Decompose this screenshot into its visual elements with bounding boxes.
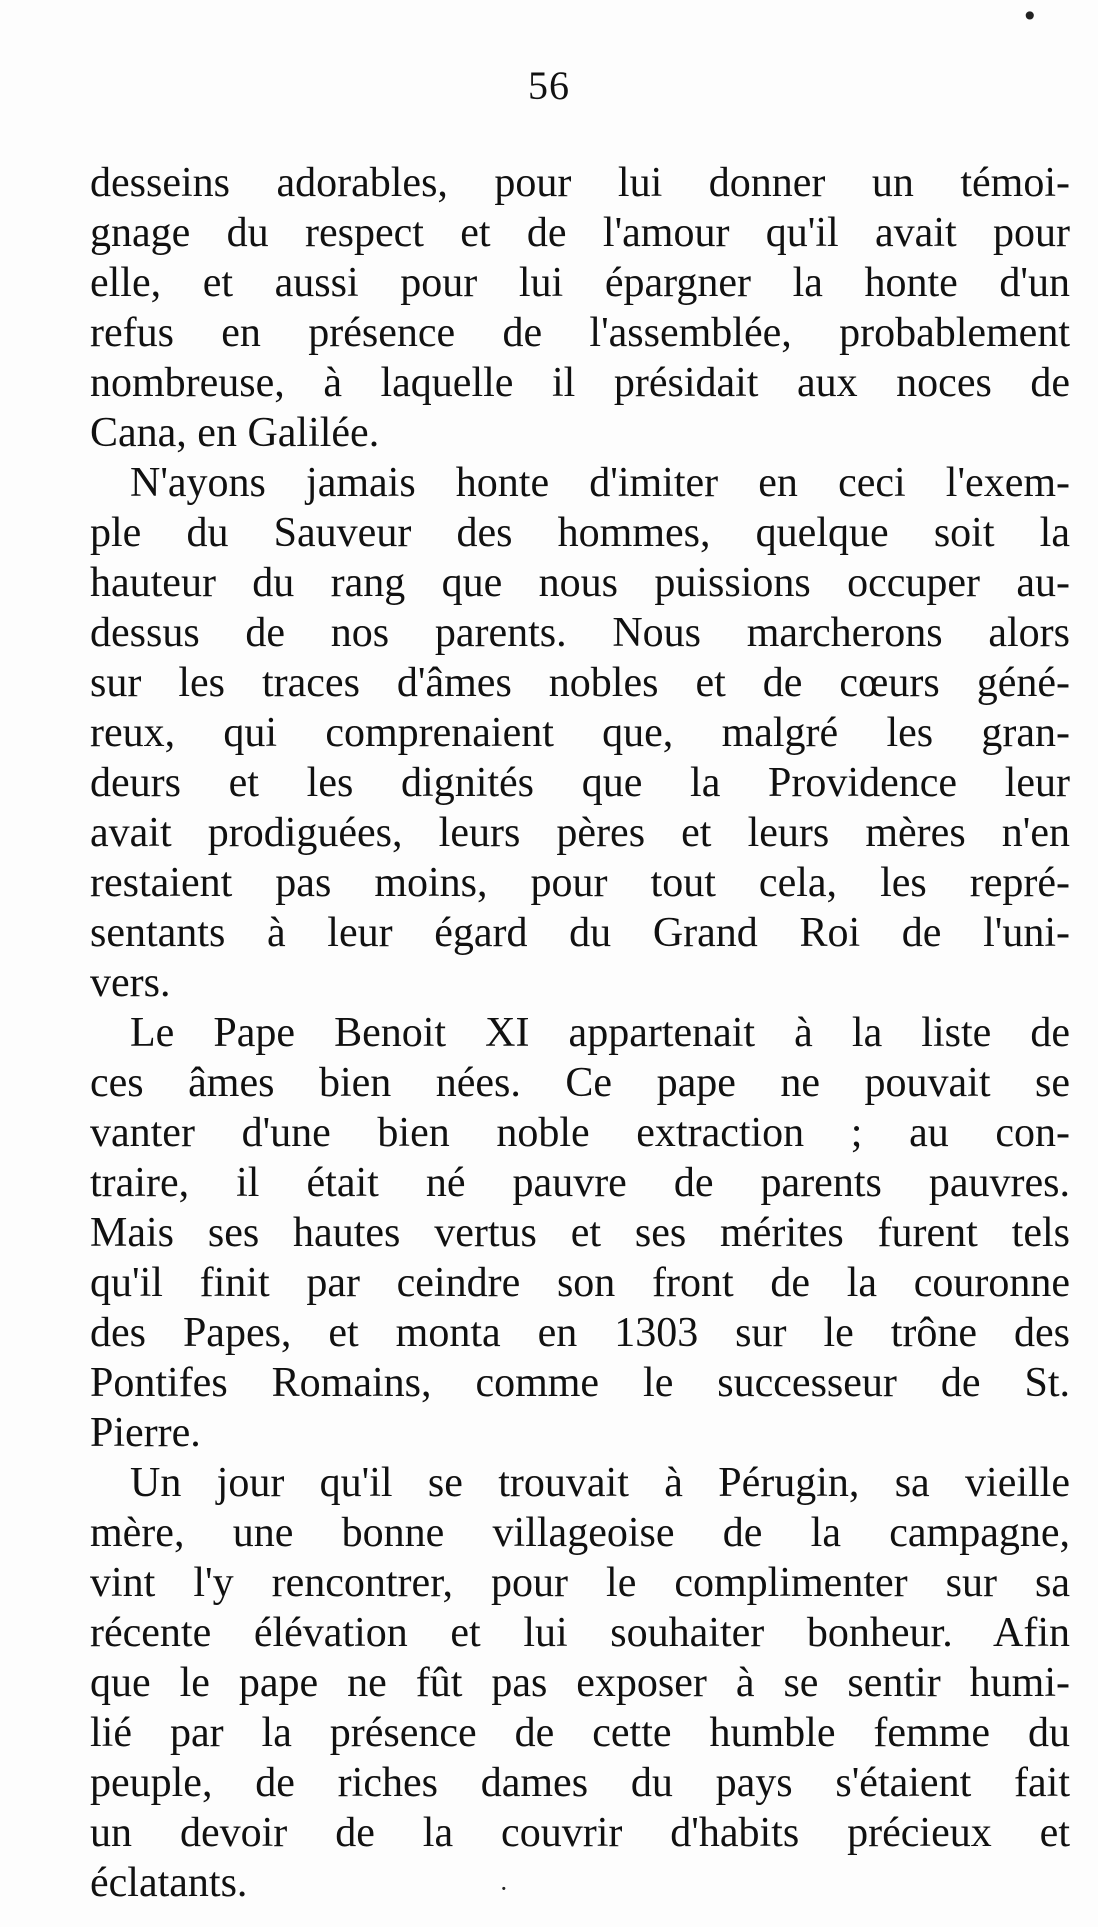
text-line: Mais ses hautes vertus et ses mérites furent tels <box>90 1210 1070 1256</box>
text-line: qu'il finit par ceindre son front de la couronne <box>90 1260 1070 1306</box>
text-line: traire, il était né pauvre de parents pauvres. <box>90 1160 1070 1206</box>
text-line: Le Pape Benoit XI appartenait à la liste de <box>130 1010 1070 1056</box>
page-number: 56 <box>528 63 570 108</box>
text-line: restaient pas moins, pour tout cela, les repré- <box>90 860 1070 906</box>
text-line: gnage du respect et de l'amour qu'il avait pour <box>90 210 1070 256</box>
text-line: lié par la présence de cette humble femme du <box>90 1710 1070 1756</box>
text-line: vint l'y rencontrer, pour le complimenter sur sa <box>90 1560 1070 1606</box>
text-line: vers. <box>90 960 171 1006</box>
text-line: peuple, de riches dames du pays s'étaient fait <box>90 1760 1070 1806</box>
text-line: Pontifes Romains, comme le successeur de St. <box>90 1360 1070 1406</box>
text-line: ces âmes bien nées. Ce pape ne pouvait se <box>90 1060 1070 1106</box>
ink-speck: • <box>1021 0 1038 33</box>
text-line: dessus de nos parents. Nous marcherons alors <box>90 610 1070 656</box>
text-line: récente élévation et lui souhaiter bonheur. Afin <box>90 1610 1070 1656</box>
text-line: des Papes, et monta en 1303 sur le trône des <box>90 1310 1070 1356</box>
text-line: ple du Sauveur des hommes, quelque soit la <box>90 510 1070 556</box>
text-line: desseins adorables, pour lui donner un témoi- <box>90 160 1070 206</box>
text-line: sur les traces d'âmes nobles et de cœurs géné- <box>90 660 1070 706</box>
text-line: elle, et aussi pour lui épargner la honte d'un <box>90 260 1070 306</box>
text-line: N'ayons jamais honte d'imiter en ceci l'exem- <box>130 460 1070 506</box>
text-line: deurs et les dignités que la Providence leur <box>90 760 1070 806</box>
text-line: Cana, en Galilée. <box>90 410 380 456</box>
text-line: éclatants. <box>90 1860 248 1906</box>
ink-speck: · <box>500 1875 508 1903</box>
text-line: mère, une bonne villageoise de la campagne, <box>90 1510 1070 1556</box>
text-line: reux, qui comprenaient que, malgré les gran- <box>90 710 1070 756</box>
text-line: que le pape ne fût pas exposer à se sentir humi- <box>90 1660 1070 1706</box>
text-line: Pierre. <box>90 1410 201 1456</box>
text-line: avait prodiguées, leurs pères et leurs mères n'en <box>90 810 1070 856</box>
text-line: nombreuse, à laquelle il présidait aux noces de <box>90 360 1070 406</box>
text-line: vanter d'une bien noble extraction ; au con- <box>90 1110 1070 1156</box>
text-line: Un jour qu'il se trouvait à Pérugin, sa vieille <box>130 1460 1070 1506</box>
body-text <box>90 158 1070 1908</box>
text-line: hauteur du rang que nous puissions occuper au- <box>90 560 1070 606</box>
text-line: un devoir de la couvrir d'habits précieux et <box>90 1810 1070 1856</box>
text-line: refus en présence de l'assemblée, probablement <box>90 310 1070 356</box>
text-line: sentants à leur égard du Grand Roi de l'uni- <box>90 910 1070 956</box>
